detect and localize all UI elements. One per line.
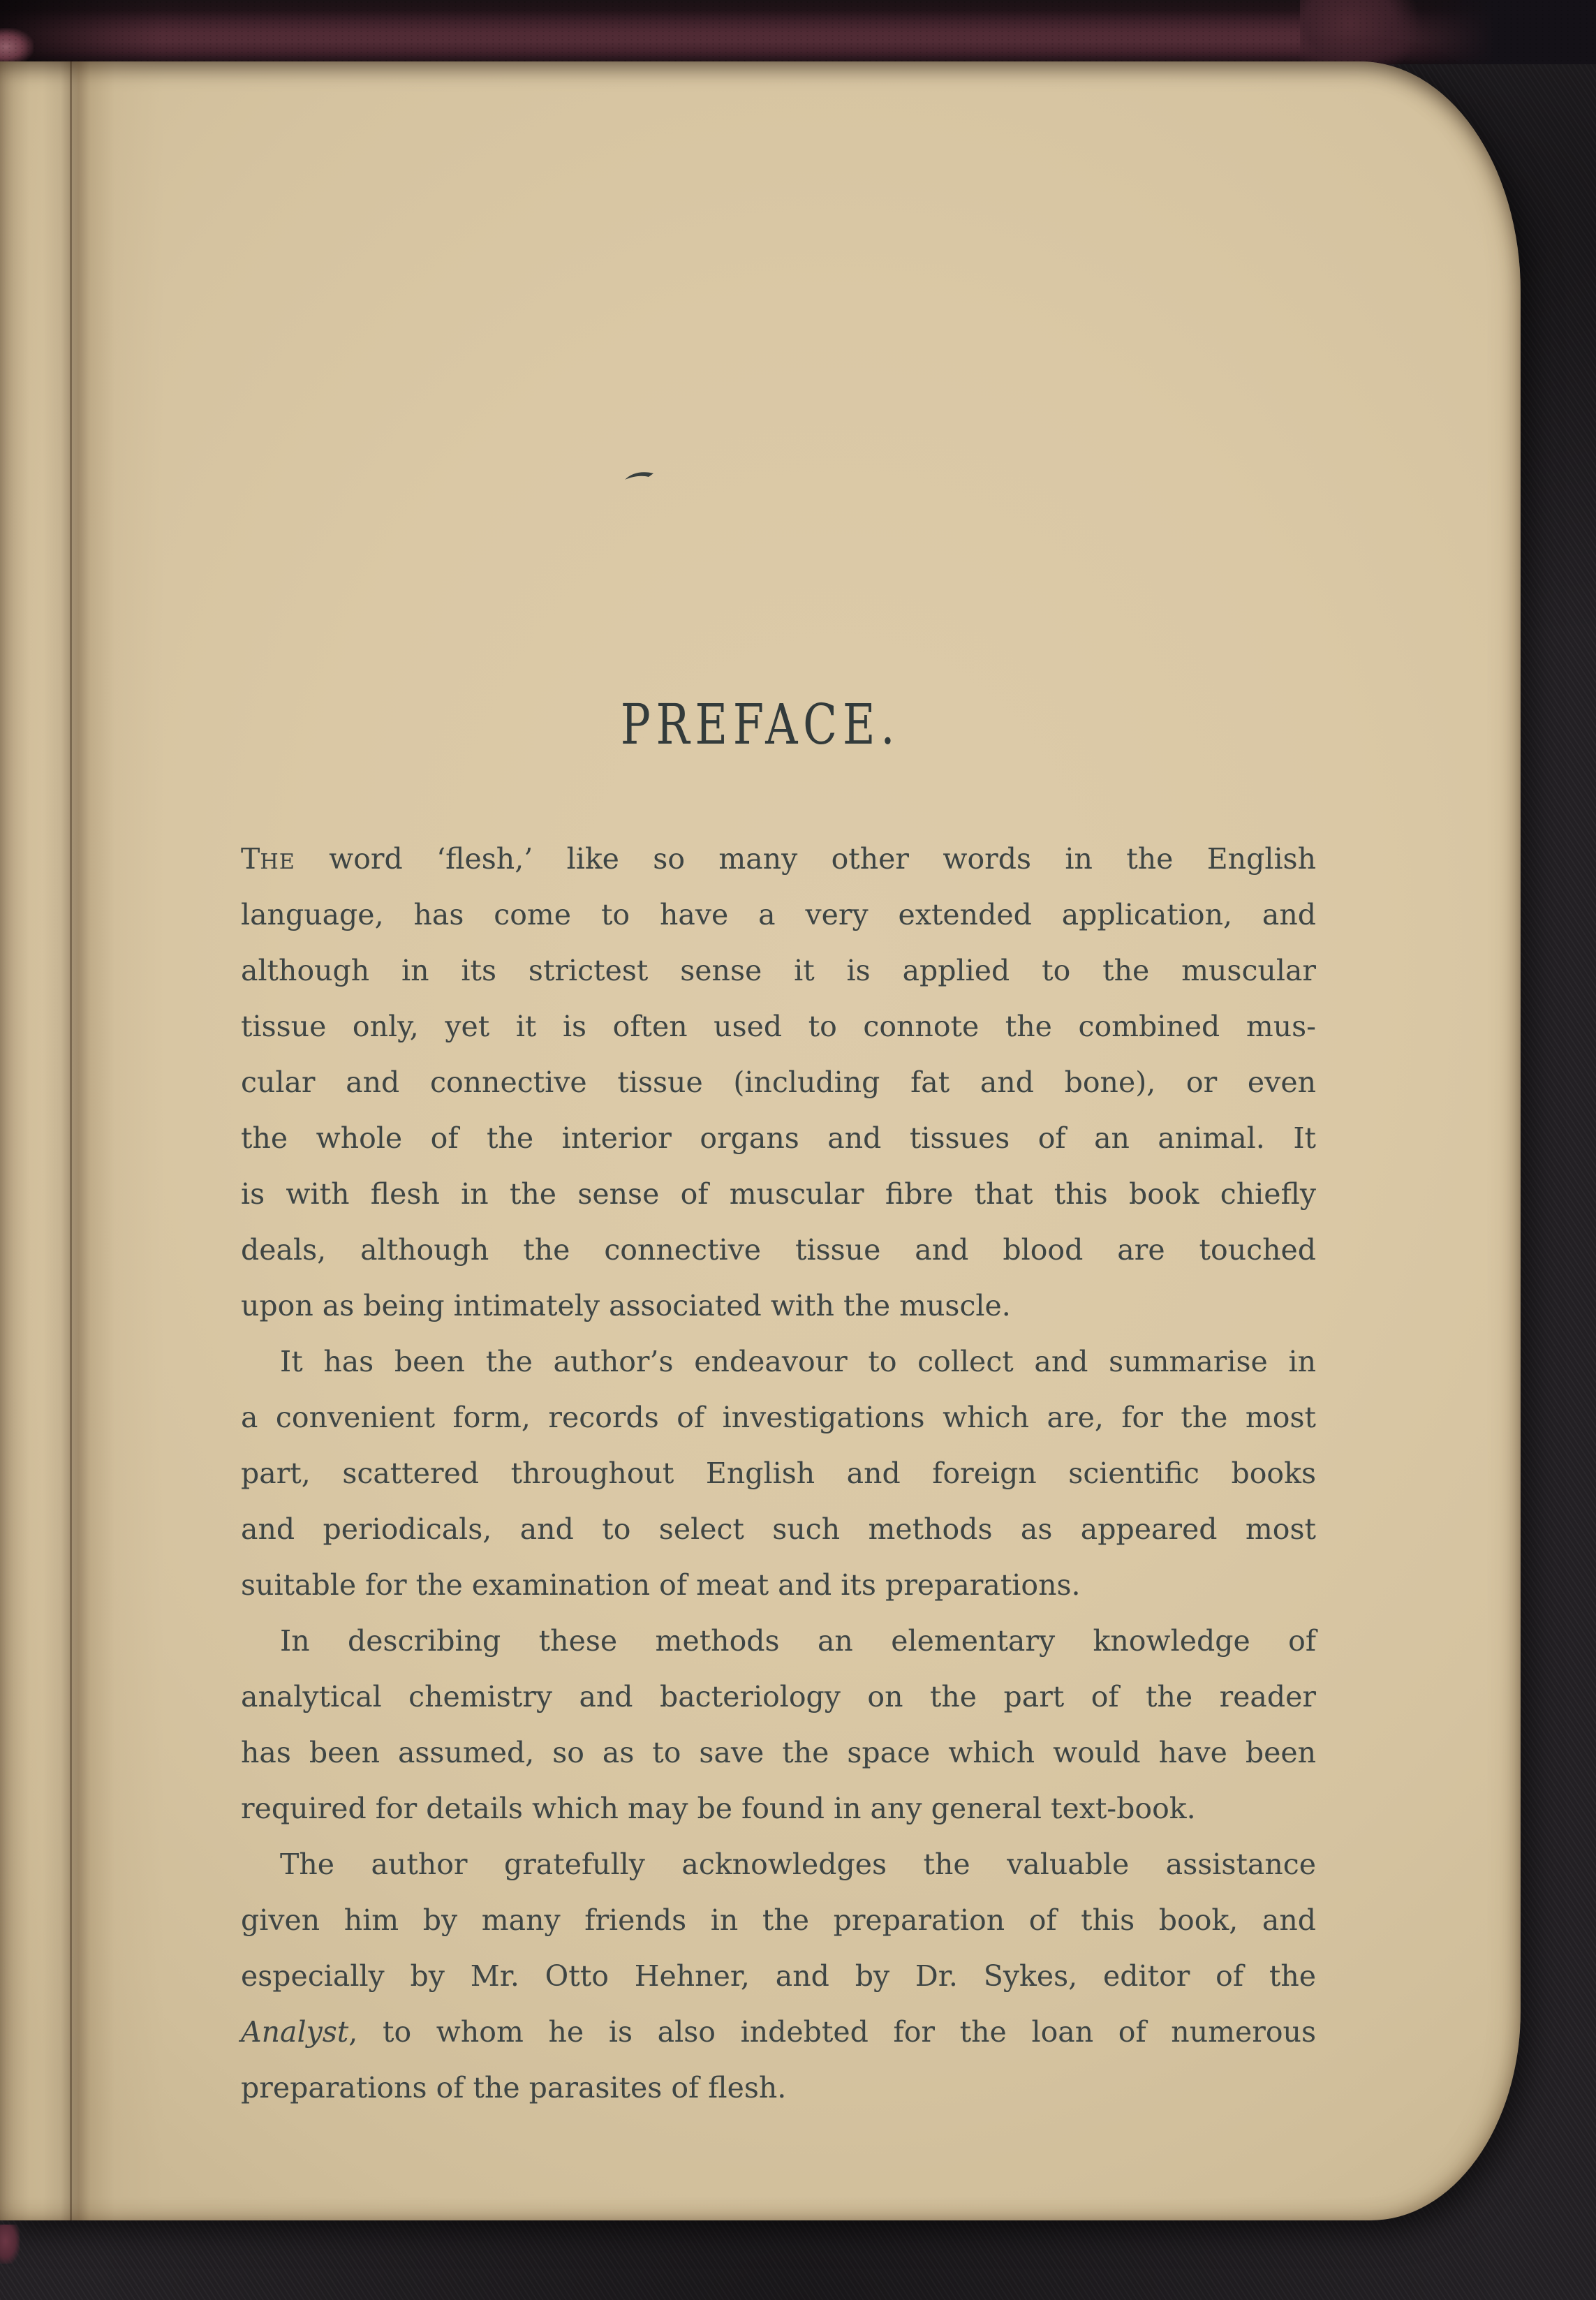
preface-text-block bbox=[241, 692, 1316, 2116]
text-line: has been assumed, so as to save the space which would have been bbox=[241, 1736, 1316, 1769]
text-line bbox=[241, 2004, 1316, 2060]
text-line: although in its strictest sense it is applied to the muscular bbox=[241, 954, 1316, 987]
cover-cloth-speck bbox=[0, 2225, 20, 2264]
text-line: cular and connective tissue (including fat and bone), or even bbox=[241, 1066, 1316, 1099]
line-text: word ‘flesh,’ like so many other words in the English bbox=[295, 842, 1316, 876]
text-line: especially by Mr. Otto Hehner, and by Dr. Sykes, editor of the bbox=[241, 1959, 1316, 1993]
text-line: and periodicals, and to select such methods as appeared most bbox=[241, 1512, 1316, 1546]
line-text: , to whom he is also indebted for the loan of numerous bbox=[348, 2015, 1316, 2049]
text-line: is with flesh in the sense of muscular fibre that this book chiefly bbox=[241, 1177, 1316, 1211]
page-binding-crease bbox=[0, 61, 164, 2220]
cover-thread-fragment bbox=[0, 28, 34, 66]
text-line: In describing these methods an elementary knowledge of bbox=[280, 1624, 1316, 1658]
cover-shadow-right bbox=[1345, 0, 1596, 64]
page-title: PREFACE. bbox=[620, 692, 901, 757]
ink-stroke-icon bbox=[623, 469, 656, 483]
text-line: analytical chemistry and bacteriology on the part of the reader bbox=[241, 1680, 1316, 1713]
text-line: preparations of the parasites of flesh. bbox=[241, 2071, 787, 2104]
text-line: suitable for the examination of meat and its preparations. bbox=[241, 1568, 1081, 1602]
text-line: upon as being intimately associated with the muscle. bbox=[241, 1289, 1011, 1322]
text-line: The author gratefully acknowledges the valuable assistance bbox=[280, 1848, 1316, 1881]
text-line: given him by many friends in the preparation of this book, and bbox=[241, 1903, 1316, 1937]
book-page bbox=[0, 61, 1521, 2220]
italic-word: Analyst bbox=[241, 2015, 349, 2049]
text-line: language, has come to have a very extended application, and bbox=[241, 898, 1316, 931]
stray-ink-mark bbox=[623, 469, 656, 486]
text-line: tissue only, yet it is often used to connote the combined mus- bbox=[241, 1010, 1316, 1043]
text-line: the whole of the interior organs and tissues of an animal. It bbox=[241, 1121, 1316, 1155]
lead-capital: T bbox=[241, 842, 260, 876]
text-line bbox=[241, 831, 1316, 887]
text-line: part, scattered throughout English and foreign scientific books bbox=[241, 1457, 1316, 1490]
book-cover-top-band bbox=[0, 0, 1596, 64]
text-line: It has been the author’s endeavour to collect and summarise in bbox=[280, 1345, 1316, 1378]
text-line: required for details which may be found in any general text-book. bbox=[241, 1792, 1196, 1825]
lead-small-caps: HE bbox=[260, 850, 295, 874]
text-line: deals, although the connective tissue and blood are touched bbox=[241, 1233, 1316, 1267]
text-line: a convenient form, records of investigations which are, for the most bbox=[241, 1401, 1316, 1434]
